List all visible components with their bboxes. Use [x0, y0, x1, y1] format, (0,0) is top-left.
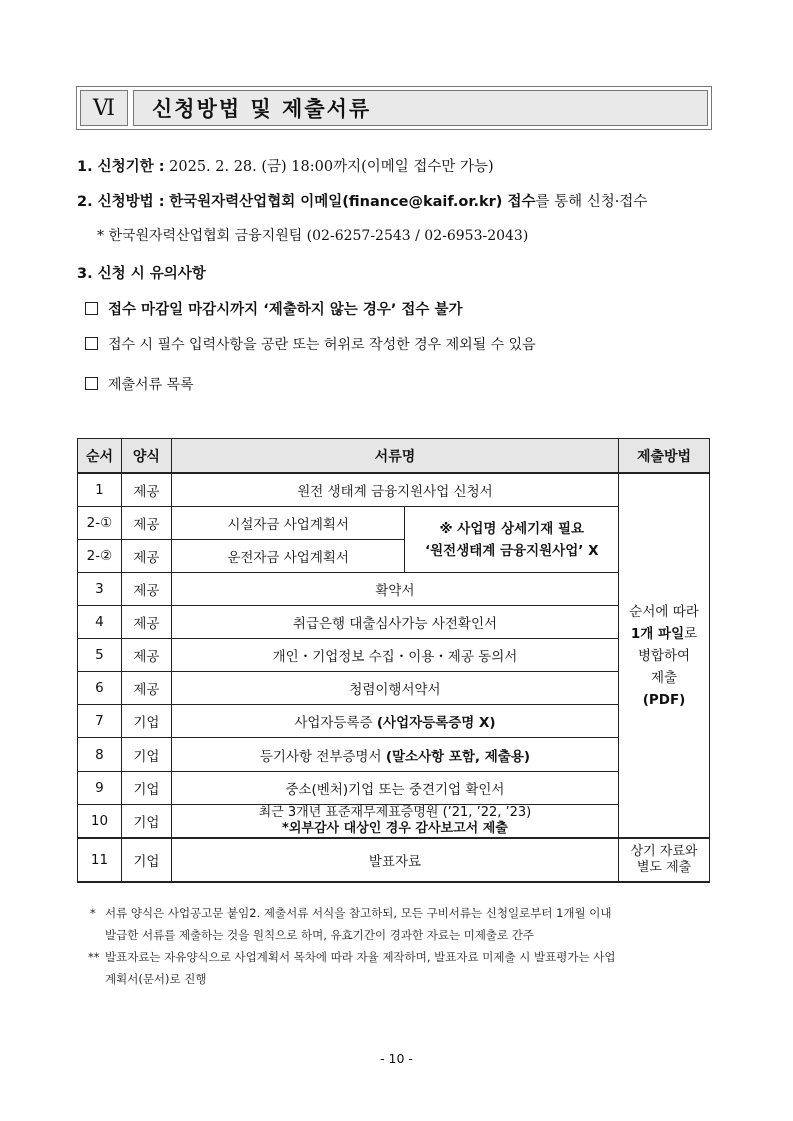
- plan-note-line-2: ‘원전생태계 금융지원사업’ X: [424, 542, 599, 559]
- checkbox-icon: [85, 337, 98, 350]
- checkbox-icon: [85, 302, 98, 315]
- checkbox-icon: [85, 377, 98, 390]
- row-form: 제공: [121, 606, 171, 639]
- notes-title: 3. 신청 시 유의사항: [77, 266, 206, 282]
- footnote-1-line-1: 서류 양식은 사업공고문 붙임2. 제출서류 서식을 참고하되, 모든 구비서류는 신청일로부터 1개월 이내: [105, 906, 612, 920]
- footnote-2-line-2: 계획서(문서)로 진행: [105, 972, 207, 986]
- submission-method-cell: [619, 473, 710, 838]
- section-title: 신청방법 및 제출서류: [133, 90, 708, 126]
- last-method-line-1: 상기 자료와: [630, 844, 698, 859]
- check-item-1-text: 접수 마감일 마감시까지 ‘제출하지 않는 경우’ 접수 불가: [108, 302, 463, 318]
- footnote-2-mark: **: [88, 950, 100, 964]
- footnote-1: [90, 902, 720, 946]
- method-line-5: (PDF): [642, 691, 686, 708]
- row-no: 8: [78, 738, 122, 772]
- row-doc-name: [171, 738, 618, 772]
- row-doc-name: 중소(벤처)기업 또는 중견기업 확인서: [171, 772, 618, 805]
- section-number: Ⅵ: [80, 90, 128, 126]
- doc-name-bold: (말소사항 포함, 제출용): [385, 748, 531, 765]
- table-row: [78, 772, 710, 805]
- method-line-3: 병합하여: [637, 647, 691, 664]
- row-doc-name: 운전자금 사업계획서: [171, 540, 405, 573]
- row-form: 기업: [121, 738, 171, 772]
- deadline-label: 1. 신청기한 :: [77, 159, 165, 175]
- plan-note-cell: [405, 507, 619, 573]
- table-header-row: [78, 439, 710, 474]
- doc-name-text: 등기사항 전부증명서: [259, 748, 386, 765]
- row-doc-name: [171, 705, 618, 738]
- page-number: - 10 -: [380, 1051, 413, 1066]
- header-method: 제출방법: [619, 439, 710, 474]
- header-doc: 서류명: [171, 439, 618, 474]
- header-order: 순서: [78, 439, 122, 474]
- row-no: 2-①: [78, 507, 122, 540]
- contact-line: * 한국원자력산업협회 금융지원팀 (02-6257-2543 / 02-6953-2043): [97, 228, 529, 244]
- row-form: 제공: [121, 507, 171, 540]
- row-no: 10: [78, 805, 122, 839]
- row-form: 기업: [121, 772, 171, 805]
- deadline-line: [77, 155, 494, 176]
- row-no: 4: [78, 606, 122, 639]
- row-form: 기업: [121, 838, 171, 882]
- table-row: [78, 705, 710, 738]
- documents-table: [77, 438, 710, 883]
- method-line-2-bold: 1개 파일: [630, 625, 685, 642]
- check-item-3-text: 제출서류 목록: [108, 377, 194, 393]
- row-doc-name: 청렴이행서약서: [171, 672, 618, 705]
- row-doc-name: 시설자금 사업계획서: [171, 507, 405, 540]
- method-rest: 를 통해 신청·접수: [535, 194, 648, 210]
- table-row: [78, 672, 710, 705]
- table-row: [78, 738, 710, 772]
- plan-note-line-1: ※ 사업명 상세기재 필요: [439, 520, 585, 537]
- row-form: 기업: [121, 805, 171, 839]
- row-no: 2-②: [78, 540, 122, 573]
- check-item-2: [85, 334, 536, 354]
- doc-name-bold: (사업자등록증명 X): [376, 715, 496, 731]
- table-row: [78, 573, 710, 606]
- check-item-2-text: 접수 시 필수 입력사항을 공란 또는 허위로 작성한 경우 제외될 수 있음: [108, 337, 536, 353]
- row-doc-name: 원전 생태계 금융지원사업 신청서: [171, 473, 618, 507]
- table-row: [78, 473, 710, 507]
- footnote-1-mark: *: [90, 906, 96, 920]
- last-method-line-2: 별도 제출: [636, 860, 692, 875]
- row-doc-name: 개인・기업정보 수집・이용・제공 동의서: [171, 639, 618, 672]
- row-no: 6: [78, 672, 122, 705]
- row-no: 3: [78, 573, 122, 606]
- table-row: [78, 838, 710, 882]
- doc-name-text: 최근 3개년 표준재무제표증명원 (’21, ’22, ’23): [258, 805, 532, 820]
- footnote-2-line-1: 발표자료는 자유양식으로 사업계획서 목차에 따라 자율 제작하며, 발표자료 미제출 시 발표평가는 사업: [105, 950, 616, 964]
- row-doc-name: 취급은행 대출심사가능 사전확인서: [171, 606, 618, 639]
- doc-name-bold: *외부감사 대상인 경우 감사보고서 제출: [282, 821, 508, 836]
- row-form: 제공: [121, 672, 171, 705]
- row-no: 1: [78, 473, 122, 507]
- table-row: [78, 606, 710, 639]
- footnote-1-line-2: 발급한 서류를 제출하는 것을 원칙으로 하며, 유효기간이 경과한 자료는 미제출로 간주: [105, 928, 535, 942]
- row-form: 제공: [121, 573, 171, 606]
- row-form: 제공: [121, 540, 171, 573]
- method-line: [77, 190, 647, 211]
- header-form: 양식: [121, 439, 171, 474]
- method-label: 2. 신청방법 :: [77, 194, 165, 210]
- method-line-4: 제출: [650, 669, 678, 686]
- method-line-1: 순서에 따라: [629, 603, 699, 620]
- method-line-2-rest: 로: [684, 625, 698, 642]
- row-form: 기업: [121, 705, 171, 738]
- row-no: 7: [78, 705, 122, 738]
- footnote-2: [88, 946, 720, 990]
- row-no: 9: [78, 772, 122, 805]
- row-form: 제공: [121, 473, 171, 507]
- check-item-1: [85, 298, 463, 319]
- table-row: [78, 507, 710, 540]
- table-row: [78, 805, 710, 839]
- row-no: 11: [78, 838, 122, 882]
- row-doc-name: 확약서: [171, 573, 618, 606]
- row-form: 제공: [121, 639, 171, 672]
- row-doc-name: [171, 805, 618, 839]
- deadline-value: 2025. 2. 28. (금) 18:00까지(이메일 접수만 가능): [169, 159, 494, 175]
- row-doc-name: 발표자료: [171, 838, 618, 882]
- doc-name-text: 사업자등록증: [294, 715, 377, 731]
- row-no: 5: [78, 639, 122, 672]
- check-item-3: [85, 374, 194, 394]
- section-header: [76, 86, 712, 130]
- table-row: [78, 639, 710, 672]
- method-bold-value: 한국원자력산업협회 이메일(finance@kaif.or.kr) 접수: [169, 194, 536, 210]
- last-method-cell: [619, 838, 710, 882]
